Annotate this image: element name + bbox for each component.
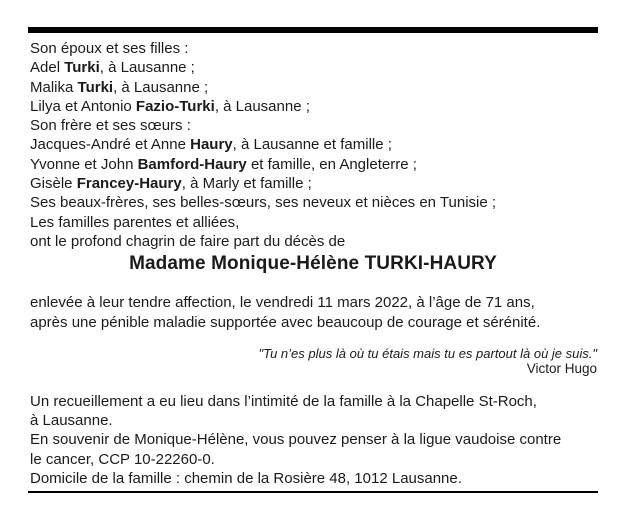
closing-line: Un recueillement a eu lieu dans l’intimité de la famille à la Chapelle St-Roch,	[30, 392, 537, 410]
family-line	[30, 155, 598, 174]
top-rule	[28, 27, 598, 33]
family-line-text: Adel	[30, 59, 65, 77]
family-line-text: Son frère et ses sœurs :	[30, 117, 191, 135]
family-name-bold: Haury	[190, 136, 233, 154]
family-line	[30, 116, 598, 135]
family-name-bold: Francey-Haury	[76, 175, 182, 193]
family-name-bold: Bamford-Haury	[137, 155, 247, 173]
deceased-name: Madame Monique-Hélène TURKI-HAURY	[129, 253, 497, 275]
closing-line: En souvenir de Monique-Hélène, vous pouvez penser à la ligue vaudoise contre	[30, 431, 562, 449]
quote-author: Victor Hugo	[526, 361, 597, 377]
family-line-text: Yvonne et John	[30, 155, 138, 173]
family-line	[30, 58, 598, 77]
family-line-text: Son époux et ses filles :	[30, 40, 189, 57]
family-line-text: et famille, en Angleterre ;	[246, 155, 417, 173]
family-line-text: Les familles parentes et alliées,	[30, 213, 240, 231]
family-line	[30, 232, 598, 251]
family-line-text: ont le profond chagrin de faire part du décès de	[30, 232, 346, 250]
family-line-text: Malika	[30, 78, 78, 96]
family-list	[28, 39, 598, 251]
family-line	[30, 135, 598, 154]
family-line-text: Jacques-André et Anne	[30, 136, 191, 154]
announcement-line: après une pénible maladie supportée avec beaucoup de courage et sérénité.	[30, 313, 541, 331]
obituary-card	[28, 27, 598, 493]
family-line-text: , à Marly et famille ;	[181, 175, 312, 193]
closing-line: le cancer, CCP 10-22260-0.	[30, 450, 215, 468]
bottom-rule	[28, 491, 598, 493]
family-line-text: , à Lausanne ;	[113, 78, 209, 96]
quote-block	[28, 346, 598, 377]
family-line	[30, 97, 598, 116]
family-line	[30, 193, 598, 212]
family-line-text: , à Lausanne ;	[214, 97, 310, 115]
family-line-text: Ses beaux-frères, ses belles-sœurs, ses neveux et nièces en Tunisie ;	[30, 194, 497, 212]
family-line-text: , à Lausanne et famille ;	[232, 136, 392, 154]
closing-paragraph	[28, 392, 598, 488]
family-line-text: Gisèle	[30, 175, 77, 193]
family-name-bold: Fazio-Turki	[135, 97, 215, 115]
family-line	[30, 39, 598, 58]
family-line-text: Lilya et Antonio	[30, 97, 136, 115]
family-line	[30, 174, 598, 193]
announcement-paragraph	[28, 293, 598, 332]
quote-text: "Tu n’es plus là où tu étais mais tu es partout là où je suis."	[258, 345, 597, 361]
family-line	[30, 213, 598, 232]
family-line-text: , à Lausanne ;	[99, 59, 195, 77]
family-name-bold: Turki	[77, 78, 114, 96]
family-name-bold: Turki	[64, 59, 100, 77]
announcement-line: enlevée à leur tendre affection, le vendredi 11 mars 2022, à l’âge de 71 ans,	[30, 294, 535, 312]
closing-line: Domicile de la famille : chemin de la Rosière 48, 1012 Lausanne.	[30, 470, 462, 488]
closing-line: à Lausanne.	[30, 412, 113, 430]
family-line	[30, 78, 598, 97]
